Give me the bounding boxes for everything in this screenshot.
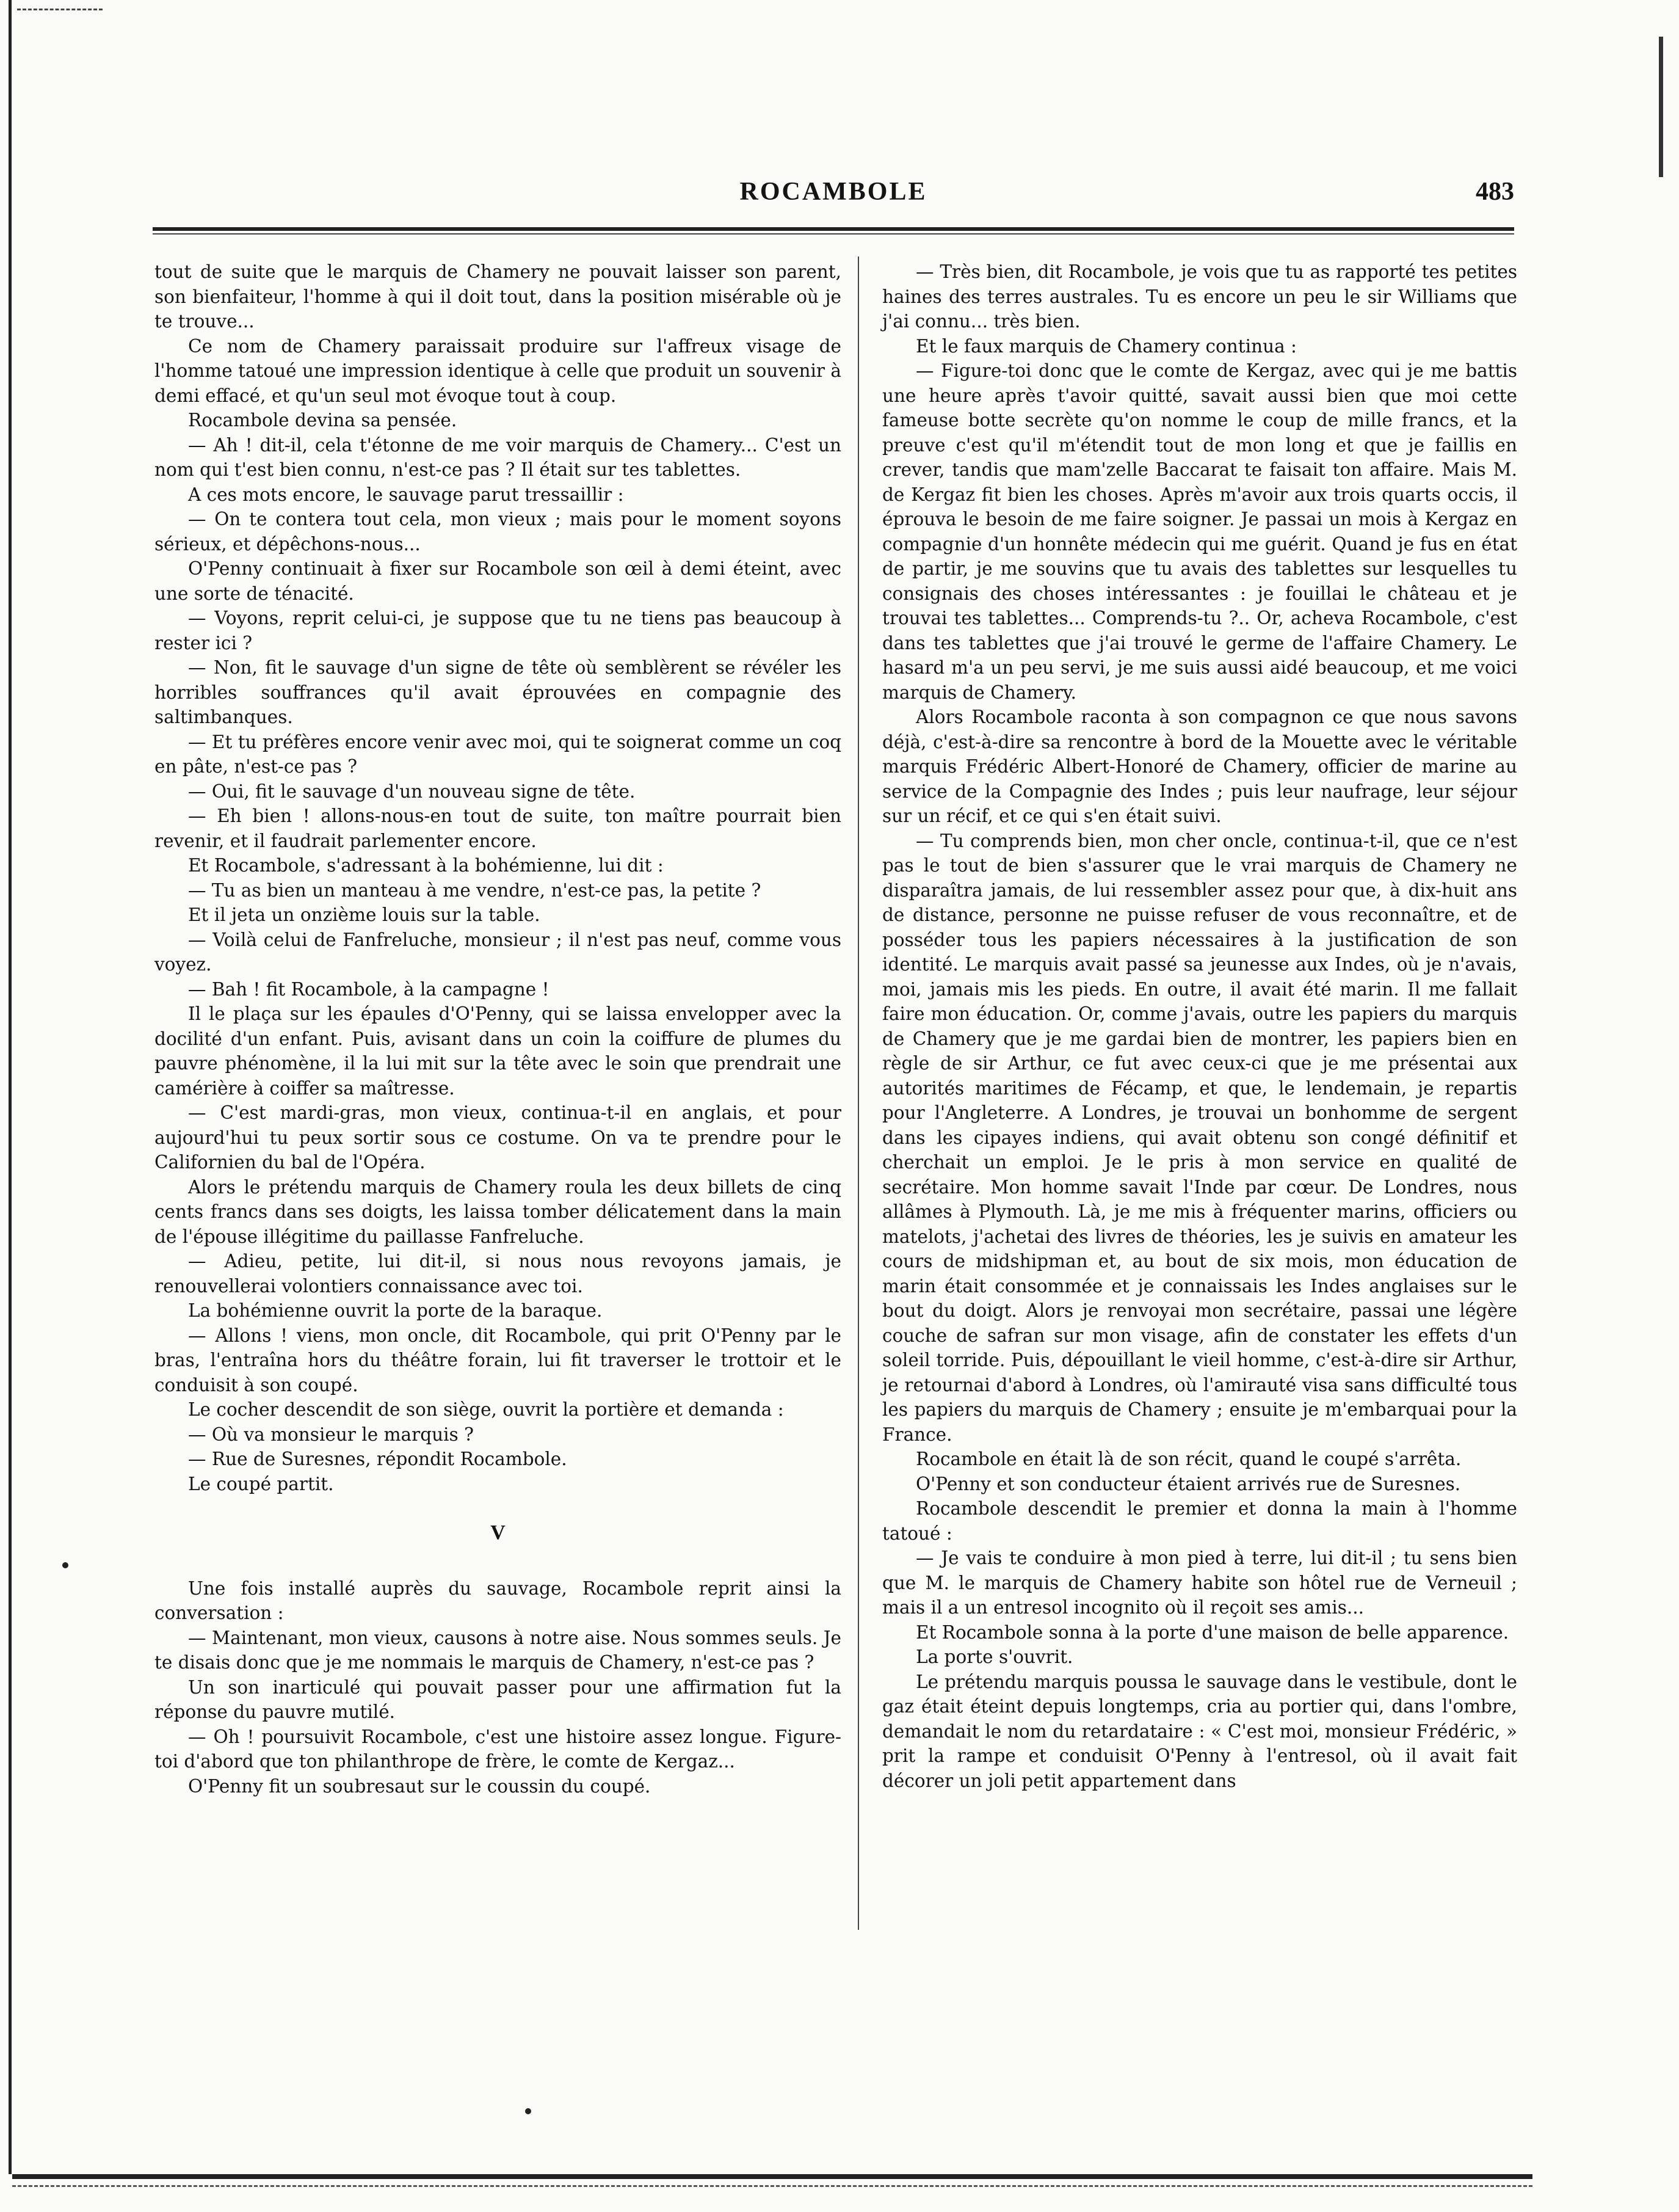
- paragraph: — Et tu préfères encore venir avec moi, qui te soignerat comme un coq en pâte, n'est-ce pas ?: [154, 731, 841, 777]
- paragraph: — Non, fit le sauvage d'un signe de tête où semblèrent se révéler les horribles souffrances qu'il avait éprouvées en compagnie des saltimbanques.: [154, 657, 841, 727]
- scan-artifact-right: [1659, 37, 1663, 177]
- paragraph: — Eh bien ! allons-nous-en tout de suite, ton maître pourrait bien revenir, et il faudrait parlementer encore.: [154, 806, 841, 851]
- paragraph: — Ah ! dit-il, cela t'étonne de me voir marquis de Chamery... C'est un nom qui t'est bien connu, n'est-ce pas ? Il était sur tes tablettes.: [154, 434, 841, 480]
- paragraph: La bohémienne ouvrit la porte de la baraque.: [188, 1300, 603, 1321]
- paragraph: Rocambole en était là de son récit, quand le coupé s'arrêta.: [916, 1449, 1462, 1469]
- paragraph: — Oh ! poursuivit Rocambole, c'est une histoire assez longue. Figure-toi d'abord que ton philanthrope de frère, le comte de Kergaz...: [154, 1726, 841, 1772]
- paragraph: tout de suite que le marquis de Chamery ne pouvait laisser son parent, son bienfaiteur, l'homme à qui il doit tout, dans la position misérable où je te trouve...: [154, 261, 841, 332]
- paragraph: — Où va monsieur le marquis ?: [188, 1424, 474, 1445]
- footer-rule: [12, 2174, 1532, 2187]
- paragraph: Le prétendu marquis poussa le sauvage dans le vestibule, dont le gaz était éteint depuis longtemps, cria au portier qui, dans l'ombre, demandait le nom du retardataire : « C'est moi, monsieur Frédéric, » prit la rampe et conduisit O'Penny à l'entresol, où il avait fait décorer un joli petit appartement dans: [882, 1671, 1517, 1791]
- paragraph: Un son inarticulé qui pouvait passer pour une affirmation fut la réponse du pauvre mutilé.: [154, 1676, 841, 1722]
- paragraph: — Voilà celui de Fanfreluche, monsieur ; il n'est pas neuf, comme vous voyez.: [154, 929, 841, 975]
- scan-speck: [525, 2108, 531, 2114]
- left-column: [154, 260, 841, 1799]
- paragraph: — C'est mardi-gras, mon vieux, continua-t-il en anglais, et pour aujourd'hui tu peux sortir sous ce costume. On va te prendre pour le Californien du bal de l'Opéra.: [154, 1102, 841, 1173]
- paragraph: Le coupé partit.: [188, 1473, 334, 1494]
- paragraph: Alors Rocambole raconta à son compagnon ce que nous savons déjà, c'est-à-dire sa rencontre à bord de la Mouette avec le véritable marquis Frédéric Albert-Honoré de Chamery, officier de marine au service de la Compagnie des Indes ; puis leur naufrage, leur séjour sur un récif, et ce qui s'en était suivi.: [882, 707, 1517, 826]
- column-divider: [858, 256, 859, 1930]
- paragraph: — Je vais te conduire à mon pied à terre, lui dit-il ; tu sens bien que M. le marquis de Chamery habite son hôtel rue de Verneuil ; mais il a un entresol incognito où il reçoit ses amis...: [882, 1548, 1517, 1618]
- paragraph: — Tu as bien un manteau à me vendre, n'est-ce pas, la petite ?: [188, 879, 761, 901]
- paragraph: Et Rocambole sonna à la porte d'une maison de belle apparence.: [916, 1621, 1509, 1643]
- paragraph: — Voyons, reprit celui-ci, je suppose que tu ne tiens pas beaucoup à rester ici ?: [154, 608, 841, 653]
- header-rule: [153, 227, 1514, 235]
- paragraph: Le cocher descendit de son siège, ouvrit la portière et demanda :: [188, 1399, 784, 1420]
- page-header: [153, 177, 1514, 214]
- paragraph: — Bah ! fit Rocambole, à la campagne !: [188, 978, 549, 1000]
- paragraph: — Très bien, dit Rocambole, je vois que tu as rapporté tes petites haines des terres australes. Tu es encore un peu le sir Williams que j'ai connu... très bien.: [882, 261, 1517, 332]
- chapter-heading: V: [490, 1521, 506, 1544]
- paragraph: Et il jeta un onzième louis sur la table.: [188, 904, 540, 925]
- paragraph: — Oui, fit le sauvage d'un nouveau signe de tête.: [188, 780, 636, 802]
- paragraph: — Tu comprends bien, mon cher oncle, continua-t-il, que ce n'est pas le tout de bien s'assurer que le vrai marquis de Chamery ne disparaîtra jamais, de lui ressembler assez pour que, à dix-huit ans de distance, personne ne puisse refuser de vous reconnaître, et de posséder tous les papiers nécessaires à la justification de son identité. Le marquis avait passé sa jeunesse aux Indes, où je n'avais, moi, jamais mis les pieds. En outre, il avait été marin. Il me fallait faire mon éducation. Or, comme j'avais, outre les papiers du marquis de Chamery que je me gardai bien de montrer, les papiers bien en règle de sir Arthur, ce fut avec ceux-ci que je me présentai aux autorités maritimes de Fécamp, et que, le lendemain, je repartis pour l'Angleterre. A Londres, je trouvai un bonhomme de sergent dans les cipayes indiens, qui avait obtenu son congé définitif et cherchait un emploi. Je le pris à mon service en qualité de secrétaire. Mon homme savait l'Inde par cœur. De Londres, nous allâmes à Plymouth. Là, je me mis à fréquenter marins, officiers ou matelots, j'achetai des livres de théories, les je suivis en amateur les cours de midshipman et, au bout de six mois, mon éducation de marin était consommée et je connaissais les Indes anglaises sur le bout du doigt. Alors je renvoyai mon secrétaire, passai une légère couche de safran sur mon visage, afin de constater les effets d'un soleil torride. Puis, dépouillant le vieil homme, c'est-à-dire sir Arthur, je retournai d'abord à Londres, où l'amirauté visa sans difficulté tous les papiers du marquis de Chamery ; ensuite je m'embarquai pour la France.: [882, 830, 1517, 1445]
- paragraph: — Maintenant, mon vieux, causons à notre aise. Nous sommes seuls. Je te disais donc que je me nommais le marquis de Chamery, n'est-ce pas ?: [154, 1627, 841, 1673]
- paragraph: Ce nom de Chamery paraissait produire sur l'affreux visage de l'homme tatoué une impression identique à celle que produit un souvenir à demi effacé, et qu'un seul mot évoque tout à coup.: [154, 335, 841, 406]
- paragraph: — Allons ! viens, mon oncle, dit Rocambole, qui prit O'Penny par le bras, l'entraîna hors du théâtre forain, lui fit traverser le trottoir et le conduisit à son coupé.: [154, 1325, 841, 1395]
- page-number: 483: [1476, 178, 1514, 206]
- running-title: ROCAMBOLE: [739, 178, 927, 206]
- paragraph: Une fois installé auprès du sauvage, Rocambole reprit ainsi la conversation :: [154, 1577, 841, 1623]
- paragraph: Et le faux marquis de Chamery continua :: [916, 335, 1297, 357]
- paragraph: Et Rocambole, s'adressant à la bohémienne, lui dit :: [188, 855, 664, 876]
- paragraph: A ces mots encore, le sauvage parut tressaillir :: [188, 484, 624, 505]
- paragraph: O'Penny continuait à fixer sur Rocambole son œil à demi éteint, avec une sorte de ténacité.: [154, 558, 841, 604]
- right-column: [882, 260, 1517, 1793]
- binding-edge: [9, 0, 12, 2174]
- paragraph: O'Penny et son conducteur étaient arrivés rue de Suresnes.: [916, 1473, 1461, 1494]
- paragraph: — Figure-toi donc que le comte de Kergaz, avec qui je me battis une heure après t'avoir quitté, savait aussi bien que moi cette fameuse botte secrète qu'on nomme le coup de mille francs, et la preuve c'est qu'il m'étendit tout de mon long et que je faillis en crever, tandis que mam'zelle Baccarat te faisait ton affaire. Mais M. de Kergaz fit bien les choses. Après m'avoir aux trois quarts occis, il éprouva le besoin de me faire soigner. Je passai un mois à Kergaz en compagnie d'un honnête médecin qui me guérit. Quand je fus en état de partir, je me souvins que tu avais des tablettes sur lesquelles tu consignais des choses intéressantes : je fouillai le château et je trouvai tes tablettes... Comprends-tu ?.. Or, acheva Rocambole, c'est dans tes tablettes que j'ai trouvé le germe de l'affaire Chamery. Le hasard m'a un peu servi, je me suis aussi aidé beaucoup, et me voici marquis de Chamery.: [882, 360, 1517, 703]
- scan-speck: [62, 1562, 68, 1568]
- scan-artifact-top: [17, 9, 103, 13]
- paragraph: — Adieu, petite, lui dit-il, si nous nous revoyons jamais, je renouvellerai volontiers connaissance avec toi.: [154, 1251, 841, 1297]
- paragraph: O'Penny fit un soubresaut sur le coussin du coupé.: [188, 1775, 651, 1797]
- paragraph: La porte s'ouvrit.: [916, 1646, 1073, 1667]
- paragraph: Rocambole descendit le premier et donna la main à l'homme tatoué :: [882, 1498, 1517, 1544]
- paragraph: Rocambole devina sa pensée.: [188, 410, 457, 431]
- paragraph: Il le plaça sur les épaules d'O'Penny, qui se laissa envelopper avec la docilité d'un enfant. Puis, avisant dans un coin la coiffure de plumes du pauvre phénomène, il la lui mit sur la tête avec le soin que prendrait une camérière à coiffer sa maîtresse.: [154, 1003, 841, 1099]
- paragraph: — On te contera tout cela, mon vieux ; mais pour le moment soyons sérieux, et dépêchons-nous...: [154, 509, 841, 555]
- paragraph: — Rue de Suresnes, répondit Rocambole.: [188, 1449, 567, 1469]
- paragraph: Alors le prétendu marquis de Chamery roula les deux billets de cinq cents francs dans ses doigts, les laissa tomber délicatement dans la main de l'épouse illégitime du paillasse Fanfreluche.: [154, 1176, 841, 1247]
